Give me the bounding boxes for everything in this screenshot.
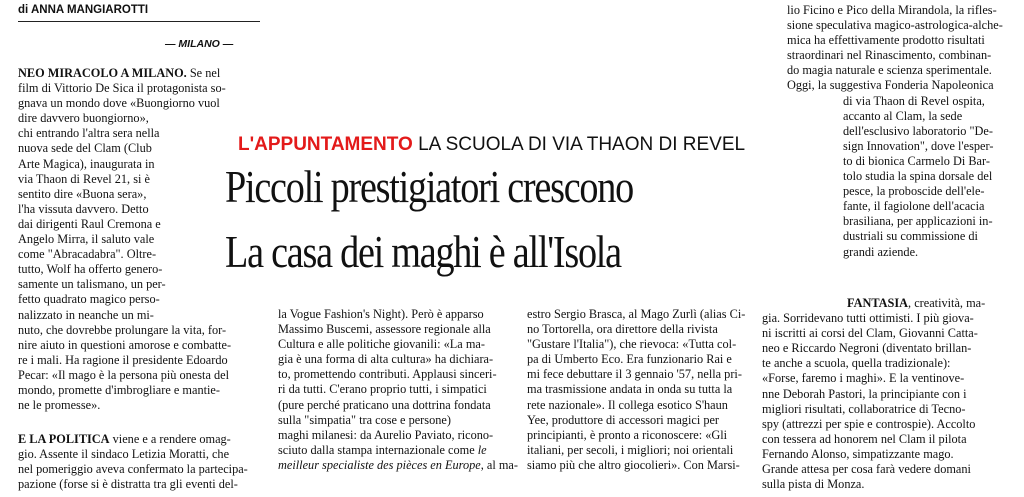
line-text: mi fece debuttare il 3 gennaio '57, nella pri- (527, 367, 742, 382)
text-line (18, 277, 270, 292)
line-text: migliori risultati, collaboratrice di Tecno- (762, 401, 966, 416)
line-text: di via Thaon di Revel ospita, (843, 93, 985, 108)
line-text: chi entrando l'altra sera nella (18, 126, 160, 141)
text-line (278, 367, 528, 382)
column-2-text (278, 307, 528, 473)
text-line (278, 352, 528, 367)
kicker-label: L'APPUNTAMENTO (238, 134, 413, 155)
line-text: do magia naturale e scienza sperimentale. (787, 63, 992, 78)
line-text: Arte Magica), inaugurata in (18, 156, 155, 171)
line-text: accanto al Clam, la sede (843, 108, 963, 123)
text-line (762, 477, 1020, 492)
text-line (278, 322, 528, 337)
text-line (18, 447, 270, 462)
line-text: sciuto dalla stampa internazionale come le (278, 442, 487, 457)
text-line (18, 338, 270, 353)
line-text: sulla pista di Monza. (762, 477, 865, 492)
text-line (762, 341, 1020, 356)
line-text: meilleur specialiste des pièces en Europe, al ma- (278, 457, 518, 472)
line-text: to, promettendo contributi. Applausi sinceri- (278, 367, 497, 382)
line-text: nalizzato in neanche un mi- (18, 307, 154, 322)
text-line (787, 78, 1019, 93)
column-1-bottom (18, 432, 270, 492)
text-line (527, 307, 779, 322)
text-line (527, 413, 779, 428)
column-4-top-text (787, 3, 1019, 260)
line-text: fante, il fagiolone dell'acacia (843, 199, 985, 214)
line-text: Grande attesa per cosa farà vedere domani (762, 462, 971, 477)
column-4-bottom-text (762, 296, 1020, 492)
text-line (527, 352, 779, 367)
text-line (787, 3, 1019, 18)
text-line (527, 322, 779, 337)
line-text: (pure perché praticano una dottrina fondata (278, 397, 491, 412)
text-line (18, 398, 270, 413)
text-line (787, 18, 1019, 33)
line-text: pazione (forse si è distratta tra gli eventi del- (18, 477, 238, 492)
text-line (278, 398, 528, 413)
text-line (18, 111, 270, 126)
text-line (527, 367, 779, 382)
column-3 (527, 307, 779, 473)
line-text: come "Abracadabra". Oltre- (18, 247, 157, 262)
text-line (278, 443, 528, 458)
text-line (787, 229, 1019, 244)
text-line (278, 413, 528, 428)
text-line (762, 402, 1020, 417)
lead-in: E LA POLITICA (18, 432, 110, 446)
line-text: mondo, promette d'imbrogliare e mantie- (18, 382, 220, 397)
line-text: pa di Umberto Eco. Era funzionario Rai e (527, 352, 732, 367)
line-text: nire aiuto in questioni amorose e combatte- (18, 337, 232, 352)
text-line (527, 337, 779, 352)
line-text: grandi aziende. (843, 244, 919, 259)
text-line (787, 139, 1019, 154)
text-line (787, 245, 1019, 260)
text-line (18, 432, 270, 447)
text-line (762, 296, 1020, 311)
line-text: mica ha effettivamente prodotto risultati (787, 33, 985, 48)
line-text: via Thaon di Revel 21, si è (18, 171, 150, 186)
text-line (18, 308, 270, 323)
text-line (762, 371, 1020, 386)
column-4-top (787, 3, 1019, 260)
text-line (762, 326, 1020, 341)
column-3-text (527, 307, 779, 473)
text-line (787, 48, 1019, 63)
text-line (762, 417, 1020, 432)
line-text: nel pomeriggio aveva confermato la partecipa- (18, 462, 248, 477)
text-line (18, 81, 270, 96)
text-line (18, 292, 270, 307)
line-text: Se nel (186, 66, 221, 80)
text-line (18, 323, 270, 338)
line-text: dustriali su commissione di (843, 229, 978, 244)
line-text: film di Vittorio De Sica il protagonista so- (18, 81, 226, 96)
line-text: Massimo Buscemi, assessore regionale alla (278, 322, 491, 337)
line-text: sign Innovation", dove l'esper- (843, 138, 994, 153)
text-line (787, 184, 1019, 199)
line-text: sentito dire «Buona sera», (18, 186, 147, 201)
line-text: pesce, la proboscide dell'ele- (843, 184, 985, 199)
line-text: dire davvero buongiorno», (18, 111, 149, 126)
line-text: Oggi, la suggestiva Fonderia Napoleonica (787, 78, 994, 93)
line-text: estro Sergio Brasca, al Mago Zurlì (alias Ci- (527, 307, 746, 321)
kicker (238, 134, 745, 156)
text-line (278, 458, 528, 473)
line-text: la Vogue Fashion's Night). Però è apparso (278, 307, 484, 321)
text-line (762, 387, 1020, 402)
column-1-bottom-text (18, 432, 270, 492)
text-line (18, 477, 270, 492)
text-line (762, 356, 1020, 371)
line-text: viene e a rendere omag- (109, 432, 231, 446)
line-text: ni iscritti ai corsi del Clam, Giovanni Catta- (762, 326, 978, 341)
line-text: straordinari nel Rinascimento, combinan- (787, 48, 992, 63)
line-text: no Tortorella, ora direttore della rivista (527, 322, 718, 337)
line-text: gio. Assente il sindaco Letizia Moratti, che (18, 447, 230, 462)
line-text: sulla "simpatia" tra cose e persone) (278, 412, 451, 427)
line-text: Cultura e alle politiche giovanili: «La ma- (278, 337, 485, 352)
text-line (787, 154, 1019, 169)
text-line (18, 353, 270, 368)
line-text: te anche a scuola, quella tradizionale): (762, 356, 951, 371)
line-text: sione speculativa magico-astrologica-alche- (787, 18, 1003, 33)
line-text: re i mali. Ha ragione il presidente Edoardo (18, 352, 228, 367)
text-line (762, 311, 1020, 326)
text-line (18, 383, 270, 398)
kicker-text: LA SCUOLA DI VIA THAON DI REVEL (418, 134, 746, 155)
headline-line-1: Piccoli prestigiatori crescono (225, 161, 633, 212)
text-line (787, 109, 1019, 124)
text-line (18, 66, 270, 81)
text-line (762, 432, 1020, 447)
line-text: tutto, Wolf ha offerto genero- (18, 262, 163, 277)
line-text: principianti, è pronto a riconoscere: «Gli (527, 427, 728, 442)
line-text: l'ha vissuta davvero. Detto (18, 201, 149, 216)
text-line (787, 63, 1019, 78)
line-text: gia. Sorridevano tutti ottimisti. I più giova- (762, 311, 974, 326)
line-text: dai dirigenti Raul Cremona e (18, 216, 161, 231)
headline-line-2: La casa dei maghi è all'Isola (225, 226, 621, 277)
line-text: rete nazionale». Il collega esotico S'haun (527, 397, 728, 412)
line-text: italiani, per secoli, i migliori; noi orientali (527, 442, 734, 457)
lead-in: FANTASIA (847, 296, 909, 310)
text-line (18, 96, 270, 111)
line-text: gnava un mondo dove «Buongiorno vuol (18, 96, 220, 111)
line-text: samente un talismano, un per- (18, 277, 166, 292)
column-4-bottom (762, 296, 1020, 492)
line-text: ne le promesse». (18, 398, 101, 413)
line-text: lio Ficino e Pico della Mirandola, la rifles- (787, 3, 997, 17)
byline: di ANNA MANGIAROTTI (18, 4, 149, 16)
line-text: "Gustare l'Italia"), che rievoca: «Tutta col- (527, 337, 737, 352)
text-line (527, 443, 779, 458)
line-text: Yee, produttore di accessori magici per (527, 412, 720, 427)
text-line (278, 428, 528, 443)
line-text: nne Deborah Pastori, la principiante con i (762, 386, 967, 401)
text-line (762, 447, 1020, 462)
text-line (527, 398, 779, 413)
line-text: Angelo Mirra, il saluto vale (18, 232, 155, 247)
line-text: ri da tutti. C'erano proprio tutti, i simpatici (278, 382, 487, 397)
line-text: Pecar: «Il mago è la persona più onesta del (18, 367, 230, 382)
text-line (527, 428, 779, 443)
text-line (18, 462, 270, 477)
line-text: , creatività, ma- (908, 296, 986, 310)
byline-rule (18, 21, 260, 22)
line-text: to di bionica Carmelo Di Bar- (843, 153, 990, 168)
text-line (527, 458, 779, 473)
text-line (787, 169, 1019, 184)
text-line (18, 368, 270, 383)
text-line (18, 126, 270, 141)
text-line (787, 199, 1019, 214)
line-text: fetto quadrato magico perso- (18, 292, 160, 307)
line-text: brasiliana, per applicazioni in- (843, 214, 993, 229)
line-text: nuto, che dovrebbe prolungare la vita, for- (18, 322, 227, 337)
line-text: ma trasmissione andata in onda su tutta la (527, 382, 733, 397)
line-text: spy (attrezzi per spie e controspie). Accolto (762, 416, 976, 431)
line-text: dell'esclusivo laboratorio "De- (843, 123, 993, 138)
text-line (278, 382, 528, 397)
text-line (527, 382, 779, 397)
dateline: — MILANO — (165, 38, 234, 50)
line-text: con tessera ad honorem nel Clam il pilota (762, 431, 967, 446)
text-line (787, 214, 1019, 229)
line-text: «Forse, faremo i maghi». E la ventinove- (762, 371, 965, 386)
text-line (787, 94, 1019, 109)
line-text: tolo studia la spina dorsale del (843, 169, 993, 184)
line-text: siamo più che altro giocolieri». Con Marsi- (527, 457, 740, 472)
text-line (787, 33, 1019, 48)
line-text: Fernando Alonso, simpatizzante mago. (762, 446, 954, 461)
line-text: maghi milanesi: da Aurelio Paviato, ricono- (278, 427, 494, 442)
text-line (787, 124, 1019, 139)
line-text: gia è una forma di alta cultura» ha dichiara- (278, 352, 494, 367)
text-line (278, 337, 528, 352)
text-line (762, 462, 1020, 477)
text-line (278, 307, 528, 322)
text-line (18, 141, 270, 156)
column-2 (278, 307, 528, 473)
line-text: nuova sede del Clam (Club (18, 141, 152, 156)
line-text: neo e Riccardo Negroni (diventato brillan- (762, 341, 972, 356)
lead-in: NEO MIRACOLO A MILANO. (18, 66, 187, 80)
